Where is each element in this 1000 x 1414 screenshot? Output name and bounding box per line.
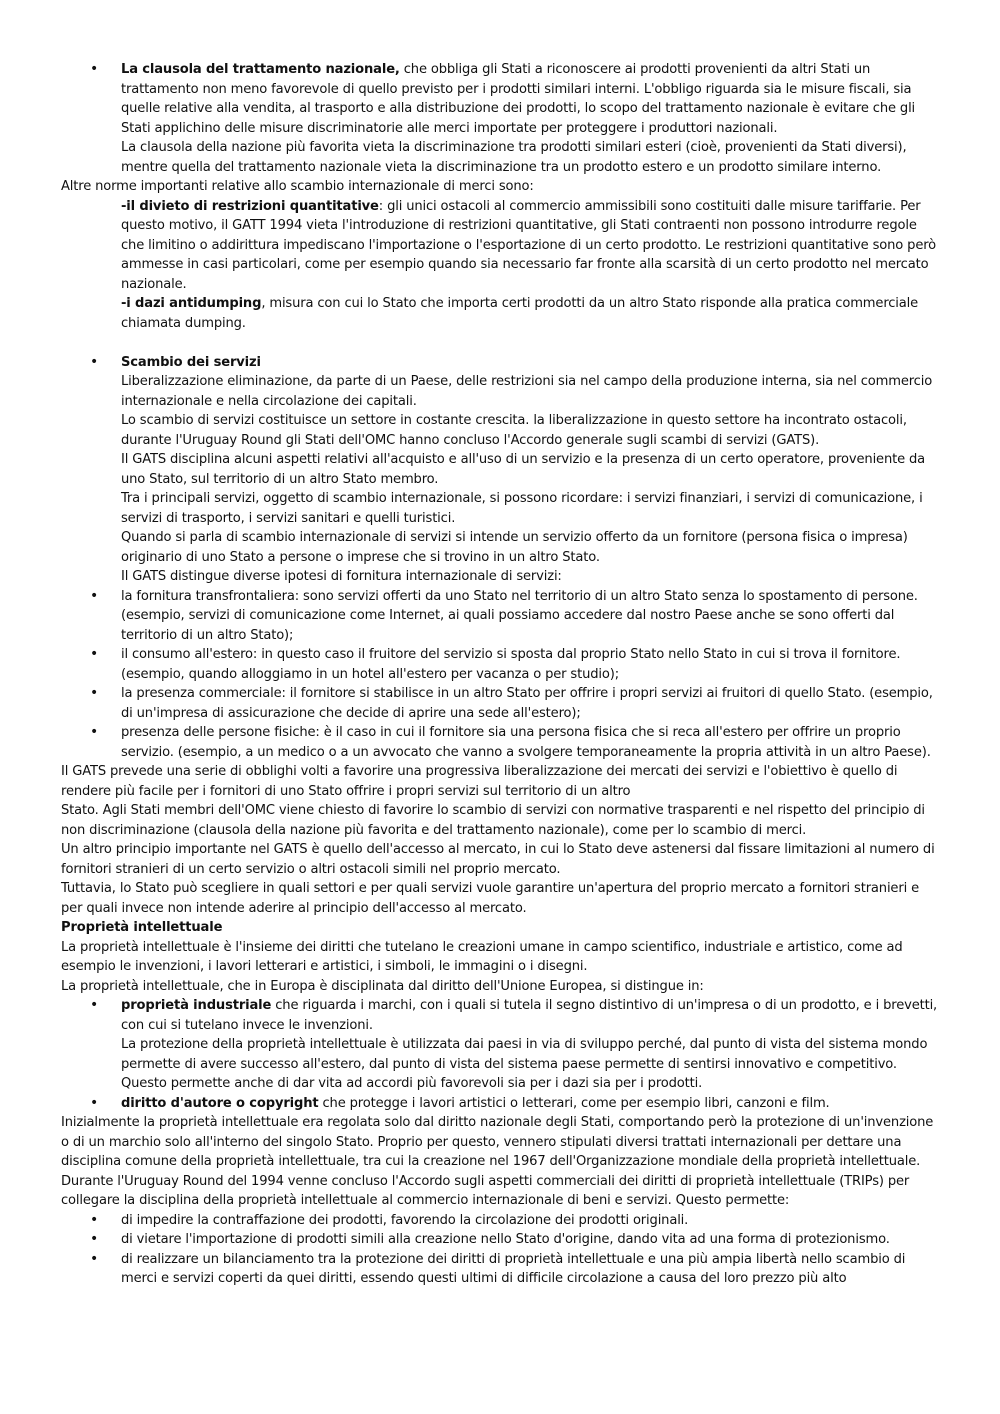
paragraph-text: che riguarda i marchi, con i quali si tutela il segno distintivo di un'impresa o di un prodotto, e i brevetti, con cui si tutelano invece le invenzioni.: [121, 998, 938, 1033]
paragraph-divieto: [121, 197, 940, 295]
paragraph-text: : gli unici ostacoli al commercio ammissibili sono costituiti dalle misure tariffarie. Per questo motivo, il GATT 1994 vieta l'introduzione di restrizioni quantitative, gli Stati contraenti non possono introdurre regole che limitino o addirittura impediscano l'importazione o l'esportazione di un certo prodotto. Le restrizioni quantitative sono però ammesse in casi particolari, come per esempio quando sia necessario far fronte alla scarsità di un certo prodotto nel mercato nazionale.: [121, 198, 937, 292]
section-heading: [61, 918, 940, 938]
bullet: •: [90, 646, 99, 662]
list-item-text: di vietare l'importazione di prodotti simili alla creazione nello Stato d'origine, dando vita ad una forma di protezionismo.: [121, 1232, 890, 1247]
paragraph: La protezione della proprietà intellettuale è utilizzata dai paesi in via di sviluppo perché, dal punto di vista del sistema mondo permette di avere successo all'estero, dal punto di vista del sistema paese permette di sentirsi innovativo e competitivo. Questo permette anche di dar vita ad accordi più favorevoli sia per i dazi sia per i prodotti.: [121, 1037, 928, 1091]
list-item: [61, 1250, 940, 1289]
paragraph: Lo scambio di servizi costituisce un settore in costante crescita. la liberalizzazione in questo settore ha incontrato ostacoli, durante l'Uruguay Round gli Stati dell'OMC hanno concluso l'Accordo generale sugli scambi di servizi (GATS).: [121, 413, 907, 448]
list-item-text: presenza delle persone fisiche: è il caso in cui il fornitore sia una persona fisica che si reca all'estero per offrire un proprio servizio. (esempio, a un medico o a un avvocato che vanno a svolgere temporaneamente la propria attività in un altro Paese).: [121, 725, 931, 760]
paragraph: Tuttavia, lo Stato può scegliere in quali settori e per quali servizi vuole garantire un'apertura del proprio mercato a fornitori stranieri e per quali invece non intende aderire al principio dell'accesso al mercato.: [61, 881, 919, 916]
list-item: [61, 645, 940, 684]
list-item-text: [121, 1094, 940, 1114]
paragraph: Tra i principali servizi, oggetto di scambio internazionale, si possono ricordare: i servizi finanziari, i servizi di comunicazione, i servizi di trasporto, i servizi sanitari e quelli turistici.: [121, 491, 923, 526]
list-item: [61, 1230, 940, 1250]
bold-term: La clausola del trattamento nazionale,: [121, 62, 400, 77]
list-item-text: di realizzare un bilanciamento tra la protezione dei diritti di proprietà intellettuale e una più ampia libertà nello scambio di merci e servizi coperti da quei diritti, essendo questi ultimi di difficile circolazione a causa del loro prezzo più alto: [121, 1251, 906, 1286]
bullet: •: [90, 61, 99, 77]
list-item-proprieta-industriale: [61, 996, 940, 1094]
bold-term: diritto d'autore o copyright: [121, 1095, 319, 1111]
heading-text: Scambio dei servizi: [121, 354, 261, 370]
paragraph: Il GATS prevede una serie di obblighi volti a favorire una progressiva liberalizzazione dei mercati dei servizi e l'obiettivo è quello di rendere più facile per i fornitori di uno Stato offrire i propri servizi sul territorio di un altro: [61, 764, 898, 799]
paragraph-text: , misura con cui lo Stato che importa certi prodotti da un altro Stato risponde alla pratica commerciale chiamata dumping.: [121, 296, 919, 331]
paragraph-dazi: [121, 294, 940, 333]
list-item-text: di impedire la contraffazione dei prodotti, favorendo la circolazione dei prodotti originali.: [121, 1212, 689, 1228]
bullet: •: [90, 353, 99, 370]
norme-block: [61, 197, 940, 334]
bullet: •: [90, 587, 99, 604]
paragraph: Durante l'Uruguay Round del 1994 venne concluso l'Accordo sugli aspetti commerciali dei diritti di proprietà intellettuale (TRIPs) per collegare la disciplina della proprietà intellettuale al commercio internazionale di beni e servizi. Questo permette:: [61, 1173, 910, 1208]
list-item: [61, 587, 940, 646]
paragraph: La clausola della nazione più favorita vieta la discriminazione tra prodotti similari esteri (cioè, provenienti da Stati diversi), mentre quella del trattamento nazionale vieta la discriminazione tra un prodotto estero e un prodotto similare interno.: [121, 140, 907, 175]
paragraph-text: che obbliga gli Stati a riconoscere ai prodotti provenienti da altri Stati un trattamento non meno favorevole di quello previsto per i prodotti similari interni. L'obbligo riguarda sia le misure fiscali, sia quelle relative alla vendita, al trasporto e alla distribuzione dei prodotti, lo scopo del trattamento nazionale è evitare che gli Stati applichino delle misure discriminatorie alle merci importate per proteggere i produttori nazionali.: [121, 62, 916, 136]
list-item-text: il consumo all'estero: in questo caso il fruitore del servizio si sposta dal proprio Stato nello Stato in cui si trova il fornitore. (esempio, quando alloggiamo in un hotel all'estero per vacanza o per studio);: [121, 647, 901, 682]
list-item: [61, 684, 940, 723]
paragraph: Stato. Agli Stati membri dell'OMC viene chiesto di favorire lo scambio di servizi con normative trasparenti e nel rispetto del principio di non discriminazione (clausola della nazione più favorita e del trattamento nazionale), come per lo scambio di merci.: [61, 803, 925, 838]
paragraph-text: che protegge i lavori artistici o letterari, come per esempio libri, canzoni e film.: [318, 1095, 830, 1111]
paragraph: La proprietà intellettuale è l'insieme dei diritti che tutelano le creazioni umane in campo scientifico, industriale e artistico, come ad esempio le invenzioni, i lavori letterari e artistici, i simboli, le immagini o i disegni.: [61, 939, 903, 974]
paragraph: [121, 60, 940, 138]
paragraph: Un altro principio importante nel GATS è quello dell'accesso al mercato, in cui lo Stato deve astenersi dal fissare limitazioni al numero di fornitori stranieri di un certo servizio o altri ostacoli simili nel proprio mercato.: [61, 842, 935, 877]
list-item: [61, 1211, 940, 1231]
bold-term: proprietà industriale: [121, 998, 272, 1013]
heading-text: Proprietà intellettuale: [61, 920, 223, 935]
paragraph: Quando si parla di scambio internazionale di servizi si intende un servizio offerto da un fornitore (persona fisica o impresa) originario di uno Stato a persone o imprese che si trovino in un altro Stato.: [121, 530, 908, 565]
bullet: •: [90, 685, 99, 701]
bullet: •: [90, 724, 99, 740]
bullet: •: [90, 1250, 99, 1267]
list-item: [61, 723, 940, 762]
list-item-text: [121, 996, 940, 1035]
paragraph: Il GATS disciplina alcuni aspetti relativi all'acquisto e all'uso di un servizio e la presenza di un certo operatore, proveniente da uno Stato, sul territorio di un altro Stato membro.: [121, 452, 926, 487]
bullet: •: [90, 1094, 99, 1111]
bullet: •: [90, 1211, 99, 1228]
spacer: [61, 333, 940, 353]
list-item-text: la fornitura transfrontaliera: sono servizi offerti da uno Stato nel territorio di un altro Stato senza lo spostamento di persone. (esempio, servizi di comunicazione come Internet, ai quali possiamo accedere dal nostro Paese anche se sono offerti dal territorio di un altro Stato);: [121, 588, 918, 643]
bold-term: -i dazi antidumping: [121, 296, 262, 311]
section-heading: [121, 353, 940, 373]
paragraph-altre-norme: Altre norme importanti relative allo scambio internazionale di merci sono:: [61, 179, 534, 194]
bullet: •: [90, 1231, 99, 1247]
list-item-trattamento-nazionale: [61, 60, 940, 177]
list-item-scambio-servizi: [61, 353, 940, 587]
bullet: •: [90, 997, 99, 1013]
bold-term: -il divieto di restrizioni quantitative: [121, 198, 379, 214]
paragraph: Inizialmente la proprietà intellettuale era regolata solo dal diritto nazionale degli Stati, comportando però la protezione di un'invenzione o di un marchio solo all'interno del singolo Stato. Proprio per questo, vennero stipulati diversi trattati internazionali per dettare una disciplina comune della proprietà intellettuale, tra cui la creazione nel 1967 dell'Organizzazione mondiale della proprietà intellettuale.: [61, 1115, 934, 1169]
list-item-diritto-autore: [61, 1094, 940, 1114]
paragraph: Liberalizzazione eliminazione, da parte di un Paese, delle restrizioni sia nel campo della produzione interna, sia nel commercio internazionale e nella circolazione dei capitali.: [121, 374, 933, 409]
paragraph: La proprietà intellettuale, che in Europa è disciplinata dal diritto dell'Unione Europea, si distingue in:: [61, 978, 704, 994]
list-item-text: la presenza commerciale: il fornitore si stabilisce in un altro Stato per offrire i propri servizi ai fruitori di quello Stato. (esempio, di un'impresa di assicurazione che decide di aprire una sede all'estero);: [121, 686, 933, 721]
paragraph: Il GATS distingue diverse ipotesi di fornitura internazionale di servizi:: [121, 569, 562, 584]
